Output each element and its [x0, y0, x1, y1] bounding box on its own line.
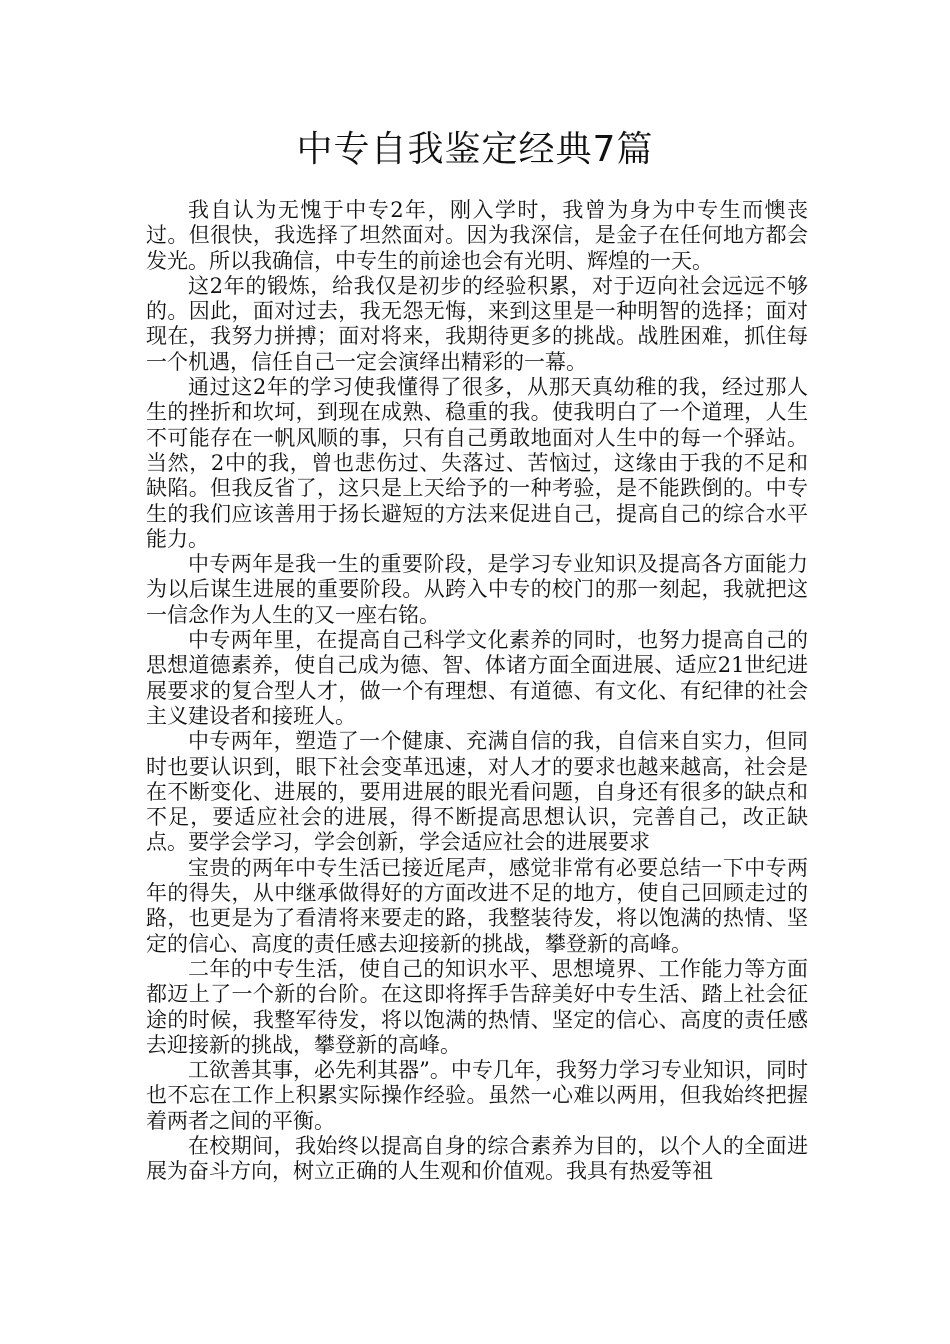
paragraph: 中专两年是我一生的重要阶段，是学习专业知识及提高各方面能力为以后谋生进展的重要阶段。从跨入中专的校门的那一刻起，我就把这一信念作为人生的又一座右铭。	[146, 552, 808, 627]
paragraph: 通过这2年的学习使我懂得了很多，从那天真幼稚的我，经过那人生的挫折和坎坷，到现在成熟、稳重的我。使我明白了一个道理，人生不可能存在一帆风顺的事，只有自己勇敢地面对人生中的每一个驿站。当然，2中的我，曾也悲伤过、失落过、苦恼过，这缘由于我的不足和缺陷。但我反省了，这只是上天给予的一种考验，是不能跌倒的。中专生的我们应该善用于扬长避短的方法来促进自己，提高自己的综合水平能力。	[146, 375, 808, 551]
paragraph: 工欲善其事，必先利其器”。中专几年，我努力学习专业知识，同时也不忘在工作上积累实际操作经验。虽然一心难以两用，但我始终把握着两者之间的平衡。	[146, 1058, 808, 1133]
paragraph: 中专两年，塑造了一个健康、充满自信的我，自信来自实力，但同时也要认识到，眼下社会变革迅速，对人才的要求也越来越高，社会是在不断变化、进展的，要用进展的眼光看问题，自身还有很多的缺点和不足，要适应社会的进展，得不断提高思想认识，完善自己，改正缺点。要学会学习，学会创新，学会适应社会的进展要求	[146, 729, 808, 855]
paragraph: 我自认为无愧于中专2年，刚入学时，我曾为身为中专生而懊丧过。但很快，我选择了坦然面对。因为我深信，是金子在任何地方都会发光。所以我确信，中专生的前途也会有光明、辉煌的一天。	[146, 198, 808, 273]
document-title: 中专自我鉴定经典7篇	[296, 129, 654, 170]
paragraph: 二年的中专生活，使自己的知识水平、思想境界、工作能力等方面都迈上了一个新的台阶。在这即将挥手告辞美好中专生活、踏上社会征途的时候，我整军待发，将以饱满的热情、坚定的信心、高度的责任感去迎接新的挑战，攀登新的高峰。	[146, 956, 808, 1057]
paragraph: 宝贵的两年中专生活已接近尾声，感觉非常有必要总结一下中专两年的得失，从中继承做得好的方面改进不足的地方，使自己回顾走过的路，也更是为了看清将来要走的路，我整装待发，将以饱满的热情、坚定的信心、高度的责任感去迎接新的挑战，攀登新的高峰。	[146, 855, 808, 956]
paragraph: 这2年的锻炼，给我仅是初步的经验积累，对于迈向社会远远不够的。因此，面对过去，我无怨无悔，来到这里是一种明智的选择；面对现在，我努力拼搏；面对将来，我期待更多的挑战。战胜困难，抓住每一个机遇，信任自己一定会演绎出精彩的一幕。	[146, 273, 808, 374]
paragraph: 中专两年里，在提高自己科学文化素养的同时，也努力提高自己的思想道德素养，使自己成为德、智、体诸方面全面进展、适应21世纪进展要求的复合型人才，做一个有理想、有道德、有文化、有纪律的社会主义建设者和接班人。	[146, 628, 808, 728]
paragraph: 在校期间，我始终以提高自身的综合素养为目的，以个人的全面进展为奋斗方向，树立正确的人生观和价值观。我具有热爱等祖	[146, 1133, 808, 1184]
document-body	[146, 198, 808, 1185]
